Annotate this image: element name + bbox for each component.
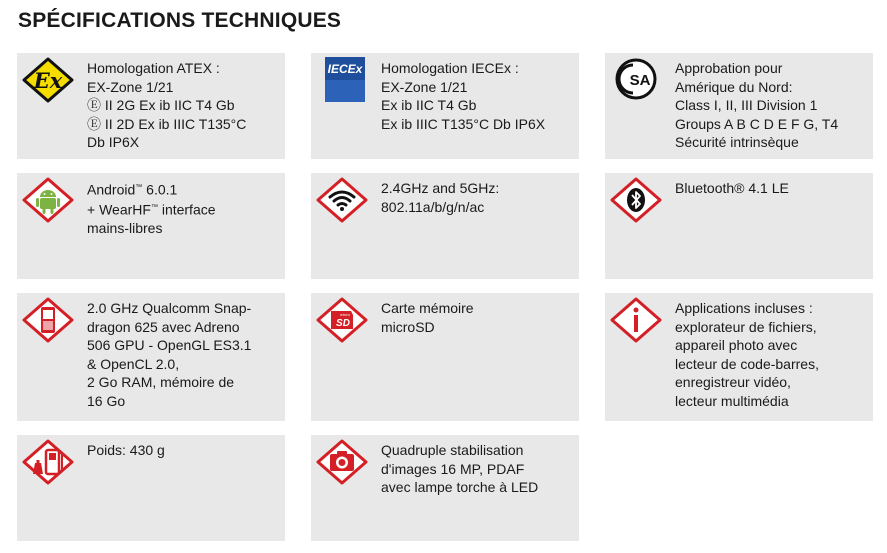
spec-text: Quadruple stabilisation d'images 16 MP, PDAF avec lampe torche à LED bbox=[381, 442, 539, 495]
spec-text: Poids: 430 g bbox=[87, 442, 165, 458]
spec-card-bluetooth bbox=[605, 173, 873, 279]
spec-card-camera bbox=[311, 435, 579, 541]
spec-card-csa bbox=[605, 53, 873, 159]
spec-card-applications bbox=[605, 293, 873, 421]
spec-text: Applications incluses : explorateur de fichiers, appareil photo avec lecteur de code-barres, enregistreur vidéo, lecteur multimédia bbox=[675, 300, 819, 409]
spec-card-wifi bbox=[311, 173, 579, 279]
weight-icon bbox=[21, 438, 75, 486]
spec-text: Bluetooth® 4.1 LE bbox=[675, 180, 789, 196]
spec-card-processor bbox=[17, 293, 285, 421]
spec-grid bbox=[17, 53, 873, 541]
csa-logo-text: SA bbox=[629, 72, 651, 89]
csa-logo bbox=[609, 56, 663, 104]
spec-text: Android™ 6.0.1 + WearHF™ interface mains-libres bbox=[87, 181, 216, 237]
bluetooth-icon bbox=[609, 176, 663, 224]
spec-text: Carte mémoire microSD bbox=[381, 300, 474, 335]
wifi-icon bbox=[315, 176, 369, 224]
spec-card-android bbox=[17, 173, 285, 279]
iecex-logo bbox=[315, 56, 369, 104]
spec-card-weight bbox=[17, 435, 285, 541]
spec-text: Homologation ATEX : EX-Zone 1/21 Ⓔ II 2G Ex ib IIC T4 Gb Ⓔ II 2D Ex ib IIIC T135°C Db IP6X bbox=[87, 60, 247, 150]
spec-card-iecex bbox=[311, 53, 579, 159]
empty-cell bbox=[605, 435, 873, 541]
spec-card-atex bbox=[17, 53, 285, 159]
microsd-logo-text: SD bbox=[336, 318, 350, 329]
microsd-small-text: micro bbox=[340, 312, 350, 317]
spec-card-microsd bbox=[311, 293, 579, 421]
atex-ex-icon bbox=[21, 56, 75, 104]
iecex-logo-text: IECEx bbox=[327, 62, 363, 76]
camera-icon bbox=[315, 438, 369, 486]
microsd-icon bbox=[315, 296, 369, 344]
smartphone-icon bbox=[21, 296, 75, 344]
spec-text: Homologation IECEx : EX-Zone 1/21 Ex ib IIC T4 Gb Ex ib IIIC T135°C Db IP6X bbox=[381, 60, 546, 132]
svg-text:Ex: Ex bbox=[33, 68, 63, 93]
android-icon bbox=[21, 176, 75, 224]
spec-text: 2.0 GHz Qualcomm Snap- dragon 625 avec Adreno 506 GPU - OpenGL ES3.1 & OpenCL 2.0, 2 Go RAM, mémoire de 16 Go bbox=[87, 300, 252, 409]
spec-text: Approbation pour Amérique du Nord: Class I, II, III Division 1 Groups A B C D E F G, T4 Sécurité intrinsèque bbox=[675, 60, 839, 150]
page-title: SPÉCIFICATIONS TECHNIQUES bbox=[18, 9, 342, 32]
spec-text: 2.4GHz and 5GHz: 802.11a/b/g/n/ac bbox=[381, 180, 500, 215]
info-icon bbox=[609, 296, 663, 344]
